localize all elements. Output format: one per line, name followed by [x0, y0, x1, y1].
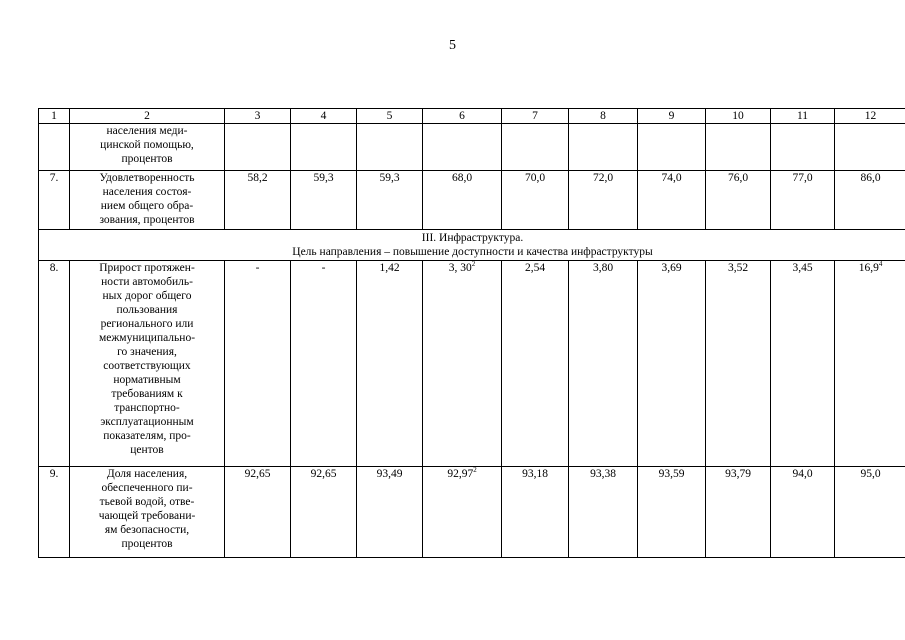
desc-line: населения меди-: [106, 125, 188, 137]
row-description: [70, 261, 225, 467]
desc-line: тьевой водой, отве-: [99, 496, 195, 508]
section-header-cell: [39, 230, 905, 261]
value-cell: [835, 261, 905, 467]
desc-line: ности автомобиль-: [101, 276, 193, 288]
value-cell: [835, 124, 905, 171]
desc-line: регионального или: [100, 318, 194, 330]
header-cell: 5: [357, 109, 423, 124]
desc-line: соответствующих: [103, 360, 191, 372]
value-cell: 93,38: [569, 467, 638, 558]
value-cell: 70,0: [502, 171, 569, 230]
value-cell: [357, 124, 423, 171]
value-cell: 92,65: [291, 467, 357, 558]
header-cell: 10: [706, 109, 771, 124]
header-cell: 6: [423, 109, 502, 124]
value-cell: 77,0: [771, 171, 835, 230]
desc-line: Доля населения,: [106, 468, 188, 480]
table-row-8: [39, 261, 905, 467]
desc-line: межмуниципально-: [98, 332, 196, 344]
value-cell: 58,2: [225, 171, 291, 230]
desc-line: населения состоя-: [102, 186, 192, 198]
header-cell: 12: [835, 109, 905, 124]
value-cell: 72,0: [569, 171, 638, 230]
row-index: [39, 124, 70, 171]
value-cell: 86,0: [835, 171, 905, 230]
value-cell: [291, 124, 357, 171]
row-index: 7.: [39, 171, 70, 230]
desc-line: показателям, про-: [103, 430, 191, 442]
value-cell: -: [225, 261, 291, 467]
row-description: [70, 467, 225, 558]
desc-line: эксплуатационным: [100, 416, 194, 428]
desc-line: нием общего обра-: [100, 200, 194, 212]
table-row-continuation: [39, 124, 905, 171]
desc-line: цинской помощью,: [100, 139, 194, 151]
desc-line: процентов: [121, 538, 173, 550]
value-cell: [423, 261, 502, 467]
value-cell: 59,3: [357, 171, 423, 230]
value-cell: 93,49: [357, 467, 423, 558]
header-cell: 8: [569, 109, 638, 124]
value-cell: 3,69: [638, 261, 706, 467]
header-cell: 2: [70, 109, 225, 124]
header-cell: 3: [225, 109, 291, 124]
row-description: [70, 171, 225, 230]
value-cell: [502, 124, 569, 171]
value-cell: [638, 124, 706, 171]
header-cell: 1: [39, 109, 70, 124]
desc-line: требованиям к: [111, 388, 183, 400]
value-cell: 93,59: [638, 467, 706, 558]
header-cell: 4: [291, 109, 357, 124]
value-cell: -: [291, 261, 357, 467]
value-cell: 76,0: [706, 171, 771, 230]
footnote-marker: 4: [878, 260, 883, 269]
table-row-9: [39, 467, 905, 558]
page-number: 5: [449, 38, 456, 53]
desc-line: обеспеченного пи-: [101, 482, 193, 494]
desc-line: Удовлетворенность: [99, 172, 195, 184]
value-cell: 3,80: [569, 261, 638, 467]
value-cell: 3,45: [771, 261, 835, 467]
value-cell: [706, 124, 771, 171]
value-cell: 74,0: [638, 171, 706, 230]
value-cell: 92,65: [225, 467, 291, 558]
value-text: 16,9: [858, 262, 879, 274]
desc-line: Прирост протяжен-: [99, 262, 195, 274]
section-header-row: [39, 230, 905, 261]
desc-line: нормативным: [113, 374, 181, 386]
value-cell: 3,52: [706, 261, 771, 467]
desc-line: процентов: [121, 153, 173, 165]
row-description: [70, 124, 225, 171]
value-cell: 1,42: [357, 261, 423, 467]
row-index: 9.: [39, 467, 70, 558]
value-text: 92,97: [447, 468, 474, 480]
value-cell: 93,79: [706, 467, 771, 558]
value-cell: [771, 124, 835, 171]
table-header-row: [39, 109, 905, 124]
table-row-7: [39, 171, 905, 230]
value-cell: 94,0: [771, 467, 835, 558]
value-cell: [569, 124, 638, 171]
header-cell: 7: [502, 109, 569, 124]
value-cell: 59,3: [291, 171, 357, 230]
value-cell: 2,54: [502, 261, 569, 467]
header-cell: 11: [771, 109, 835, 124]
indicators-table: [38, 108, 905, 558]
desc-line: го значения,: [117, 346, 177, 358]
value-text: 3, 30: [448, 262, 472, 274]
desc-line: пользования: [116, 304, 178, 316]
value-cell: 68,0: [423, 171, 502, 230]
value-cell: [423, 124, 502, 171]
header-cell: 9: [638, 109, 706, 124]
value-cell: [423, 467, 502, 558]
footnote-marker: 2: [473, 466, 477, 475]
value-cell: 93,18: [502, 467, 569, 558]
desc-line: центов: [130, 444, 164, 456]
desc-line: транспортно-: [114, 402, 180, 414]
value-cell: [225, 124, 291, 171]
desc-line: ям безопасности,: [104, 524, 190, 536]
desc-line: ных дорог общего: [102, 290, 192, 302]
value-cell: 95,0: [835, 467, 905, 558]
row-index: 8.: [39, 261, 70, 467]
section-title: III. Инфраструктура.: [421, 232, 524, 244]
desc-line: чающей требовани-: [98, 510, 196, 522]
desc-line: зования, процентов: [99, 214, 195, 226]
footnote-marker: 2: [471, 260, 476, 269]
section-subtitle: Цель направления – повышение доступности и качества инфраструктуры: [292, 246, 653, 258]
